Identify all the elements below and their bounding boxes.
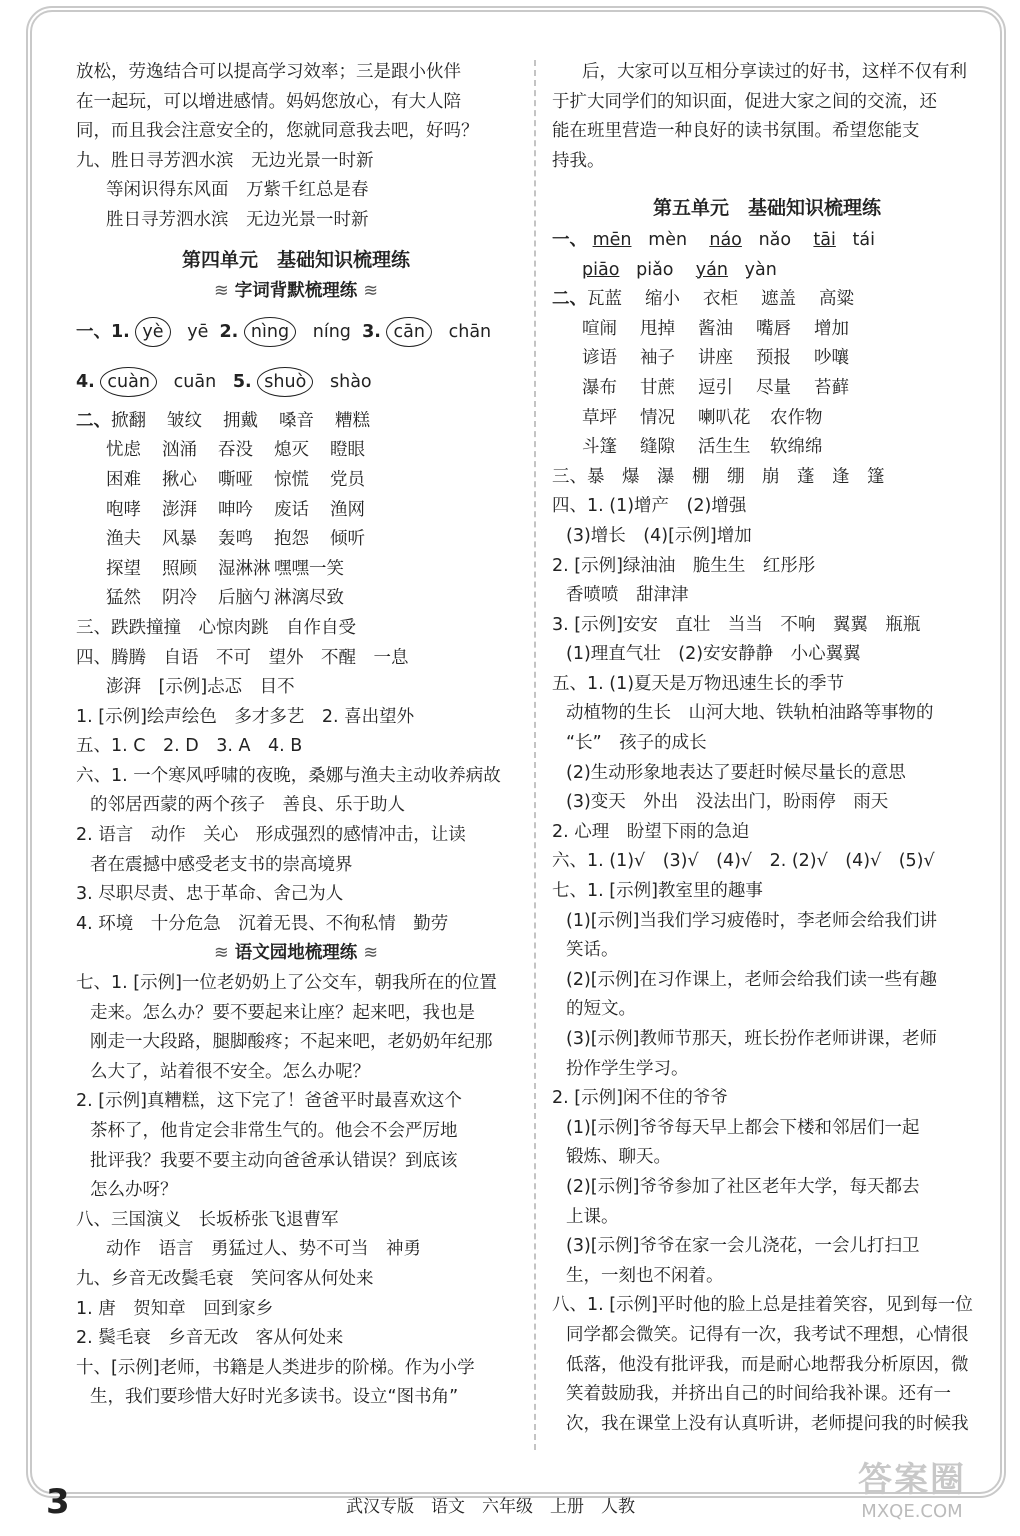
- text-line: (1)理直气壮 (2)安安静静 小心翼翼: [566, 644, 861, 665]
- text-line: 2. 心理 盼望下雨的急迫: [552, 821, 750, 842]
- page-number: 3: [46, 1482, 70, 1522]
- answer-nine: 九、胜日寻芳泗水滨 无边光景一时新: [76, 150, 374, 171]
- text-line: (1)[示例]当我们学习疲倦时，李老师会给我们讲: [566, 910, 937, 931]
- answer-pinyin-row-2: piāo piǎo yán yàn: [582, 259, 777, 280]
- answer-two-words-r: 二、瓦蓝 缩小 衣柜 遮盖 高粱 喧闹 甩掉 酱油 嘴唇 增加 谚语 袖子 讲座 预报 吵嚷 瀑布 甘蔗 逗引 尽量 苔藓 草坪 情况 喇叭花 农作物 斗篷 缝隙 活生生 软绵绵: [552, 289, 854, 458]
- answer-ten: 十、[示例]老师，书籍是人类进步的阶梯。作为小学: [76, 1357, 475, 1378]
- circled-pinyin: cuàn: [100, 367, 157, 397]
- text-line: 者在震撼中感受老支书的崇高境界: [90, 854, 353, 875]
- answer-seven: 七、1. [示例]一位老奶奶上了公交车，朝我所在的位置: [76, 973, 497, 994]
- text-line: (2)[示例]在习作课上，老师会给我们读一些有趣: [566, 969, 937, 990]
- text-line: 动植物的生长 山河大地、铁轨柏油路等事物的: [566, 703, 934, 724]
- watermark-logo: 答案圈 MXQE.COM: [858, 1460, 966, 1522]
- text-line: 茶杯了，他肯定会非常生气的。他会不会严厉地: [90, 1121, 458, 1141]
- column-divider: [534, 60, 536, 1450]
- text-line: 1. 唐 贺知章 回到家乡: [76, 1298, 274, 1319]
- text-line: 放松，劳逸结合可以提高学习效率；三是跟小伙伴: [76, 62, 461, 82]
- text-line: 扮作学生学习。: [566, 1058, 689, 1079]
- answer-eight-r: 八、1. [示例]平时他的脸上总是挂着笑容，见到每一位: [552, 1295, 973, 1316]
- text-line: 同，而且我会注意安全的，您就同意我去吧，好吗？: [76, 121, 479, 142]
- text-line: 香喷喷 甜津津: [566, 585, 689, 606]
- answer-five-r: 五、1. (1)夏天是万物迅速生长的季节: [552, 673, 845, 694]
- text-line: “长” 孩子的成长: [566, 733, 707, 754]
- text-line: 3. [示例]安安 直壮 当当 不响 翼翼 瓶瓶: [552, 614, 921, 635]
- text-line: (2)生动形象地表达了要赶时候尽量长的意思: [566, 762, 906, 783]
- text-line: 1. [示例]绘声绘色 多才多艺 2. 喜出望外: [76, 706, 415, 727]
- unit5-title: 第五单元 基础知识梳理练: [652, 197, 881, 220]
- answer-two-words: 二、掀翻 皱纹 拥戴 嗓音 糟糕 忧虑 汹涌 吞没 熄灭 瞪眼 困难 揪心 嘶哑 惊慌 党员 咆哮 澎湃 呻吟 废话 渔网 渔夫 风暴 轰鸣 抱怨 倾听 探望 照顾 湿淋淋 嘿嘿一笑 猛然 阴冷 后脑勺 淋漓尽致: [76, 410, 370, 609]
- text-line: 2. [示例]绿油油 脆生生 红彤彤: [552, 555, 816, 576]
- text-line: (3)变天 外出 没法出门，盼雨停 雨天: [566, 792, 889, 813]
- circled-pinyin: cān: [386, 317, 431, 347]
- text-line: 锻炼、聊天。: [566, 1147, 671, 1168]
- text-line: 批评我？我要不要主动向爸爸承认错误？到底该: [90, 1150, 458, 1171]
- text-line: 的邻居西蒙的两个孩子 善良、乐于助人: [90, 795, 405, 816]
- text-line: (2)[示例]爷爷参加了社区老年大学，每天都去: [566, 1176, 920, 1197]
- text-line: (1)[示例]爷爷每天早上都会下楼和邻居们一起: [566, 1117, 920, 1138]
- text-line: 4. 环境 十分危急 沉着无畏、不徇私情 勤劳: [76, 913, 449, 934]
- text-line: 2. 语言 动作 关心 形成强烈的感情冲击，让读: [76, 825, 466, 846]
- text-line: 低落，他没有批评我，而是耐心地帮我分析原因，微: [566, 1354, 969, 1375]
- answer-three-r: 三、暴 爆 瀑 棚 绷 崩 蓬 逢 篷: [552, 466, 885, 487]
- text-line: 胜日寻芳泗水滨 无边光景一时新: [106, 209, 369, 230]
- text-line: (3)[示例]爷爷在家一会儿浇花，一会儿打扫卫: [566, 1236, 920, 1257]
- text-line: 2. [示例]闲不住的爷爷: [552, 1088, 728, 1109]
- text-line: 次，我在课堂上没有认真听讲，老师提问我的时候我: [566, 1413, 969, 1434]
- answer-six-r: 六、1. (1)√ (3)√ (4)√ 2. (2)√ (4)√ (5)√: [552, 851, 935, 872]
- text-line: 持我。: [552, 150, 605, 171]
- answer-seven-r: 七、1. [示例]教室里的趣事: [552, 881, 763, 902]
- text-line: 2. 鬓毛衰 乡音无改 客从何处来: [76, 1328, 344, 1349]
- text-line: 怎么办呀？: [90, 1180, 178, 1201]
- subsection-title-1: ≋ 字词背默梳理练 ≋: [213, 281, 379, 302]
- footer-text: 武汉专版 语文 六年级 上册 人教: [346, 1497, 635, 1517]
- answer-six: 六、1. 一个寒风呼啸的夜晚，桑娜与渔夫主动收养病故: [76, 765, 501, 786]
- answer-nine-2: 九、乡音无改鬓毛衰 笑问客从何处来: [76, 1268, 374, 1289]
- text-line: (3)[示例]教师节那天，班长扮作老师讲课，老师: [566, 1029, 937, 1049]
- answer-pinyin-1: 一、1. yè yē 2. nìng níng 3. cān chān: [76, 307, 516, 357]
- text-line: (3)增长 (4)[示例]增加: [566, 525, 752, 546]
- text-line: 刚走一大段路，腿脚酸疼；不起来吧，老奶奶年纪那: [90, 1032, 493, 1053]
- answer-pinyin-row-1: 一、 mēn mèn náo nǎo tāi tái: [552, 229, 875, 250]
- circled-pinyin: nìng: [244, 317, 296, 347]
- text-line: 笑话。: [566, 940, 619, 961]
- text-line: 生，一刻也不闲着。: [566, 1265, 724, 1286]
- text-line: 等闲识得东风面 万紫千红总是春: [106, 180, 369, 201]
- text-line: 动作 语言 勇猛过人、势不可当 神勇: [106, 1239, 421, 1260]
- text-line: 生，我们要珍惜大好时光多读书。设立“图书角”: [90, 1387, 459, 1408]
- circled-pinyin: yè: [135, 317, 170, 347]
- text-line: 同学都会微笑。记得有一次，我考试不理想，心情很: [566, 1324, 969, 1345]
- answer-five: 五、1. C 2. D 3. A 4. B: [76, 736, 303, 757]
- text-line: 于扩大同学们的知识面，促进大家之间的交流，还: [552, 91, 937, 112]
- text-line: 2. [示例]真糟糕，这下完了！爸爸平时最喜欢这个: [76, 1091, 462, 1112]
- text-line: 的短文。: [566, 999, 636, 1020]
- text-line: 上课。: [566, 1206, 619, 1227]
- text-line: 后，大家可以互相分享读过的好书，这样不仅有利: [582, 62, 967, 82]
- unit4-title: 第四单元 基础知识梳理练: [181, 248, 410, 271]
- text-line: 3. 尽职尽责、忠于革命、舍己为人: [76, 884, 344, 905]
- text-line: 么大了，站着很不安全。怎么办呢？: [90, 1061, 370, 1082]
- circled-pinyin: shuò: [257, 367, 313, 397]
- answer-four-r: 四、1. (1)增产 (2)增强: [552, 496, 747, 517]
- text-line: 走来。怎么办？要不要起来让座？起来吧，我也是: [90, 1002, 475, 1023]
- left-column: [76, 58, 516, 1413]
- answer-four: 四、腾腾 自语 不可 望外 不醒 一息: [76, 647, 409, 668]
- answer-eight: 八、三国演义 长坂桥张飞退曹军: [76, 1209, 339, 1230]
- text-line: 在一起玩，可以增进感情。妈妈您放心，有大人陪: [76, 91, 461, 112]
- page-footer: [46, 1460, 976, 1530]
- text-line: 能在班里营造一种良好的读书氛围。希望您能支: [552, 121, 920, 142]
- answer-three: 三、跌跌撞撞 心惊肉跳 自作自受: [76, 617, 356, 638]
- text-line: 澎湃 [示例]忐忑 目不: [106, 677, 295, 698]
- right-column: [552, 58, 982, 1439]
- answer-pinyin-2: 4. cuàn cuān 5. shuò shào: [76, 357, 516, 407]
- text-line: 笑着鼓励我，并挤出自己的时间给我补课。还有一: [566, 1384, 951, 1405]
- subsection-title-2: ≋ 语文园地梳理练 ≋: [213, 943, 379, 964]
